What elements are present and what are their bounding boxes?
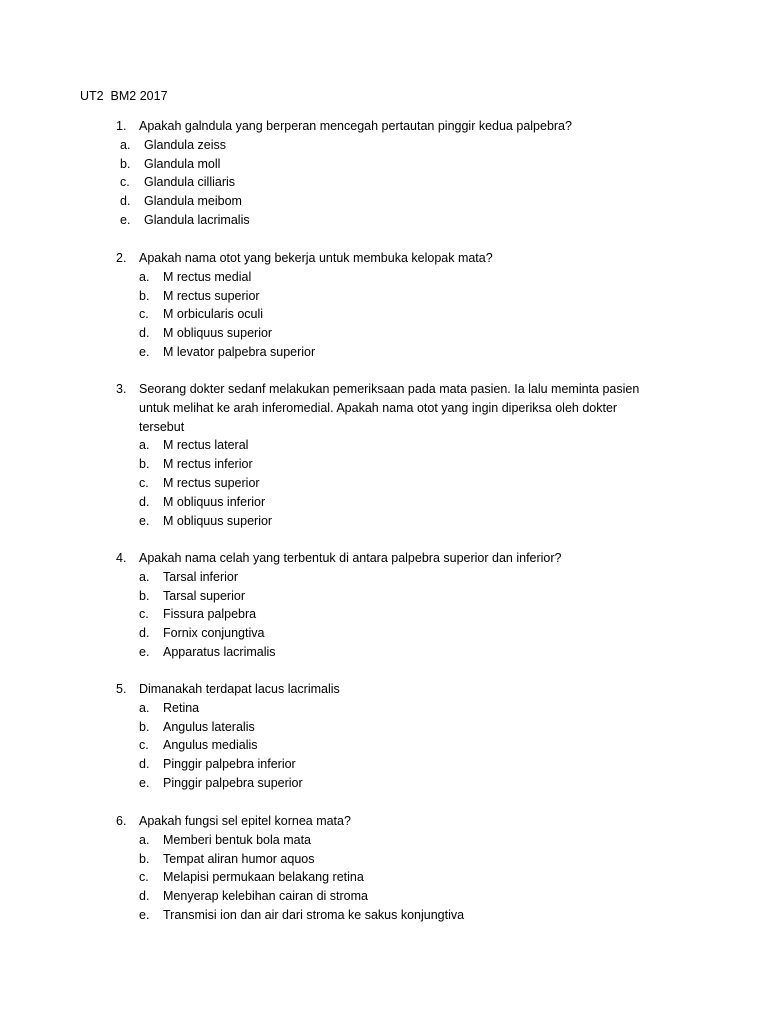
option-text: Glandula meibom	[144, 194, 242, 209]
option-letter: d.	[139, 494, 150, 509]
question-text: Apakah fungsi sel epitel kornea mata?	[139, 814, 351, 828]
option-text: Tarsal inferior	[163, 569, 239, 584]
option-text: Transmisi ion dan air dari stroma ke sakus konjungtiva	[163, 908, 465, 922]
document-title: UT2 BM2 2017	[80, 89, 168, 103]
option-text: M obliquus inferior	[163, 494, 266, 509]
option-text: M levator palpebra superior	[163, 345, 316, 359]
option-text: M rectus lateral	[163, 438, 249, 453]
option-letter: e.	[139, 645, 150, 659]
option-text: M rectus superior	[163, 476, 260, 490]
option-text: M rectus superior	[163, 288, 260, 303]
question-text: Dimanakah terdapat lacus lacrimalis	[139, 682, 340, 696]
option-letter: d.	[139, 889, 150, 904]
option-letter: b.	[139, 288, 150, 303]
option-text: Tempat aliran humor aquos	[163, 851, 315, 866]
question-number: 5.	[116, 682, 127, 696]
option-text: Pinggir palpebra superior	[163, 776, 303, 790]
option-letter: e.	[139, 345, 150, 359]
option-text: Pinggir palpebra inferior	[163, 757, 296, 772]
option-letter: d.	[139, 326, 150, 341]
option-letter: a.	[139, 438, 150, 453]
option-text: Glandula lacrimalis	[144, 213, 250, 227]
option-letter: a.	[139, 269, 150, 284]
option-letter: a.	[139, 832, 150, 847]
option-letter: e.	[139, 908, 150, 922]
option-letter: a.	[120, 137, 131, 152]
question-text: Apakah galndula yang berperan mencegah pertautan pinggir kedua palpebra?	[139, 119, 572, 133]
option-letter: c.	[139, 870, 149, 885]
option-text: M rectus medial	[163, 269, 252, 284]
option-letter: b.	[139, 588, 150, 603]
option-letter: a.	[139, 569, 150, 584]
option-letter: b.	[139, 851, 150, 866]
question-text: Apakah nama otot yang bekerja untuk membuka kelopak mata?	[139, 251, 493, 265]
option-text: Menyerap kelebihan cairan di stroma	[163, 889, 368, 904]
option-letter: c.	[139, 607, 149, 622]
option-letter: e.	[139, 776, 150, 790]
question-number: 2.	[116, 251, 127, 265]
question-number: 6.	[116, 814, 127, 828]
option-text: Fornix conjungtiva	[163, 626, 265, 641]
question-text: Seorang dokter sedanf melakukan pemeriksaan pada mata pasien. Ia lalu meminta pasien untuk melihat ke arah inferomedial. Apakah nama otot yang ingin diperiksa oleh dokter tersebut	[139, 382, 640, 434]
option-text: M orbicularis oculi	[163, 307, 264, 322]
option-letter: b.	[139, 719, 150, 734]
option-letter: b.	[120, 156, 131, 171]
option-letter: c.	[139, 738, 149, 753]
option-text: Tarsal superior	[163, 588, 245, 603]
option-text: M obliquus superior	[163, 326, 273, 341]
option-text: Glandula cilliaris	[144, 175, 236, 190]
option-letter: c.	[139, 307, 149, 322]
option-text: Angulus medialis	[163, 738, 258, 753]
option-text: M obliquus superior	[163, 513, 273, 528]
option-text: Fissura palpebra	[163, 607, 257, 622]
option-letter: e.	[139, 513, 150, 528]
option-letter: d.	[139, 757, 150, 772]
option-text: Melapisi permukaan belakang retina	[163, 870, 364, 885]
question-number: 3.	[116, 382, 127, 396]
option-letter: c.	[139, 476, 149, 490]
option-letter: a.	[139, 700, 150, 715]
option-text: Retina	[163, 700, 200, 715]
question-text: Apakah nama celah yang terbentuk di antara palpebra superior dan inferior?	[139, 551, 562, 565]
option-text: Glandula moll	[144, 156, 221, 171]
option-text: Memberi bentuk bola mata	[163, 832, 311, 847]
option-letter: b.	[139, 457, 150, 472]
option-text: M rectus inferior	[163, 457, 253, 472]
option-letter: d.	[139, 626, 150, 641]
option-text: Glandula zeiss	[144, 137, 226, 152]
option-letter: e.	[120, 213, 131, 227]
question-number: 4.	[116, 551, 127, 565]
option-text: Angulus lateralis	[163, 719, 255, 734]
option-letter: c.	[120, 175, 130, 190]
question-number: 1.	[116, 119, 127, 133]
option-letter: d.	[120, 194, 131, 209]
option-text: Apparatus lacrimalis	[163, 645, 276, 659]
